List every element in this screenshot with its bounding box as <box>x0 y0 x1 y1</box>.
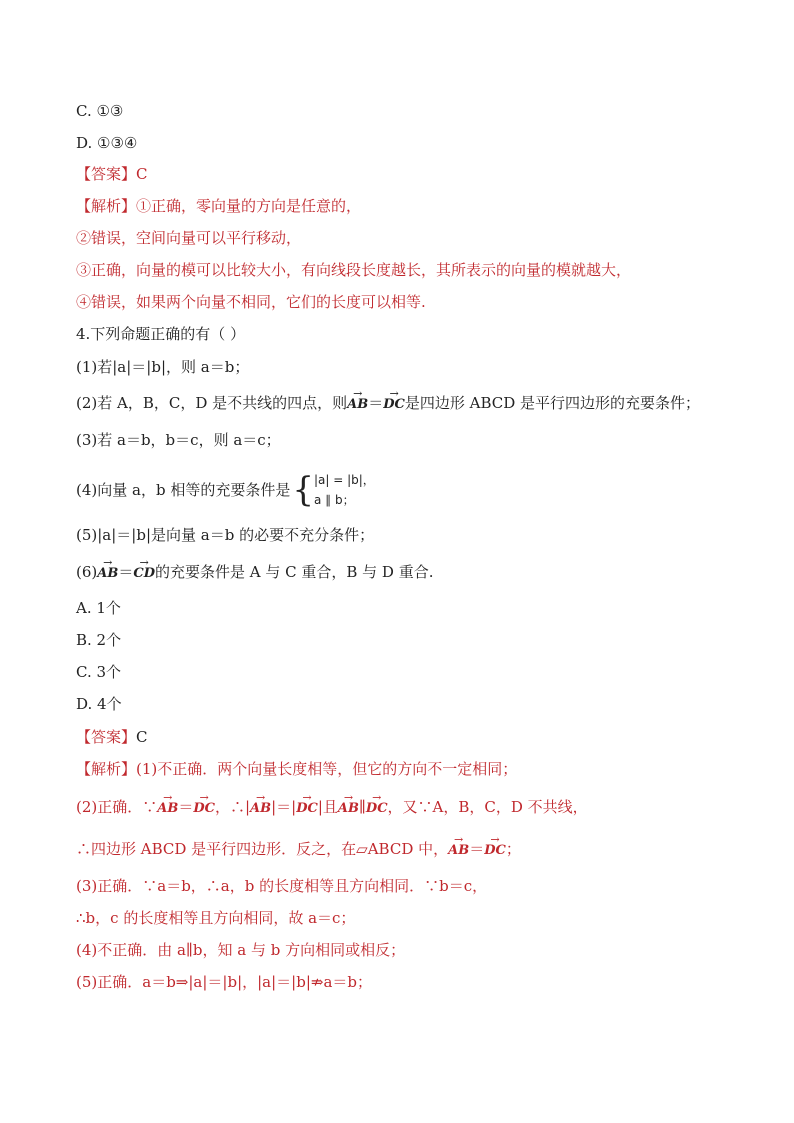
condition-1: |a| = |b|， <box>313 473 375 487</box>
analysis-line-4: ④错误，如果两个向量不相同，它们的长度可以相等. <box>76 293 426 311</box>
statement-2-pre: (2)若 A，B，C，D 是不共线的四点，则 <box>76 394 348 412</box>
a2-mid1: ，∴| <box>214 798 251 816</box>
option-d: D. 4个 <box>76 695 122 713</box>
option-b: B. 2个 <box>76 631 122 649</box>
equals-sign: ＝ <box>118 563 134 581</box>
analysis-label: 【解析】 <box>76 760 137 778</box>
analysis-text: (1)不正确．两个向量长度相等，但它的方向不一定相同； <box>136 760 518 778</box>
statement-6-pre: (6) <box>76 563 98 581</box>
answer-label: 【答案】 <box>76 165 137 183</box>
a2-mid3: |且 <box>317 798 338 816</box>
statement-4 <box>76 470 375 510</box>
analysis-q4-line-6: (4)不正确．由 a∥b，知 a 与 b 方向相同或相反； <box>76 941 406 959</box>
vector-ab: → AB <box>448 841 469 861</box>
parallel-sign: ∥ <box>358 798 366 816</box>
question-4-stem: 4.下列命题正确的有（ ） <box>76 325 246 343</box>
a2-pre: (2)正确．∵ <box>76 798 158 816</box>
vector-dc: → DC <box>366 799 388 819</box>
analysis-line-3: ③正确，向量的模可以比较大小，有向线段长度越长，其所表示的向量的模就越大， <box>76 261 632 279</box>
analysis-line-2: ②错误，空间向量可以平行移动， <box>76 229 302 247</box>
statement-6 <box>76 562 433 584</box>
vector-dc: → DC <box>484 841 506 861</box>
analysis-text: ①正确，零向量的方向是任意的， <box>136 197 362 215</box>
analysis-q4-line-2 <box>76 797 588 819</box>
brace-symbol: { <box>292 470 314 510</box>
analysis-q4-line-5: ∴b，c 的长度相等且方向相同，故 a＝c； <box>76 909 356 927</box>
analysis-q4-line-1 <box>76 759 517 779</box>
answer-value: C <box>136 165 148 183</box>
statement-1: (1)若|a|＝|b|，则 a＝b； <box>76 358 250 376</box>
option-c-prev: C. ①③ <box>76 102 124 120</box>
equals-sign: ＝ <box>469 840 485 858</box>
analysis-q4-line-4: (3)正确．∵a＝b，∴a，b 的长度相等且方向相同．∵b＝c， <box>76 877 488 895</box>
equals-sign: ＝ <box>368 394 384 412</box>
vector-dc: → DC <box>383 395 405 415</box>
vector-dc: → DC <box>296 799 318 819</box>
statement-3: (3)若 a＝b，b＝c，则 a＝c； <box>76 431 281 449</box>
analysis-q4-line-7: (5)正确．a＝b⇒|a|＝|b|，|a|＝|b|⇏a＝b； <box>76 973 372 991</box>
option-d-prev: D. ①③④ <box>76 134 138 152</box>
statement-6-post: 的充要条件是 A 与 C 重合，B 与 D 重合. <box>154 563 434 581</box>
equals-sign: ＝ <box>178 798 194 816</box>
vector-ab: → AB <box>347 395 368 415</box>
analysis-label: 【解析】 <box>76 197 137 215</box>
a2b-pre: ∴四边形 ABCD 是平行四边形．反之，在▱ABCD 中， <box>76 840 449 858</box>
option-c: C. 3个 <box>76 663 122 681</box>
vector-ab: → AB <box>338 799 359 819</box>
a2b-post: ； <box>505 840 521 858</box>
answer-label: 【答案】 <box>76 728 137 746</box>
vector-ab: → AB <box>250 799 271 819</box>
analysis-q4-line-3 <box>76 839 521 861</box>
vector-ab: → AB <box>157 799 178 819</box>
analysis-line-1 <box>76 196 361 216</box>
vector-cd: → CD <box>133 564 155 584</box>
answer-line-q3 <box>76 164 148 184</box>
answer-line-q4 <box>76 727 148 747</box>
a2-mid2: |＝| <box>271 798 297 816</box>
statement-5: (5)|a|＝|b|是向量 a＝b 的必要不充分条件； <box>76 526 375 544</box>
condition-stack <box>314 470 375 510</box>
condition-2: a ∥ b； <box>313 493 355 507</box>
statement-4-pre: (4)向量 a，b 相等的充要条件是 <box>76 481 291 499</box>
statement-2 <box>76 393 700 415</box>
statement-2-post: 是四边形 ABCD 是平行四边形的充要条件； <box>404 394 701 412</box>
vector-ab: → AB <box>97 564 118 584</box>
option-a: A. 1个 <box>76 599 121 617</box>
answer-value: C <box>136 728 148 746</box>
vector-dc: → DC <box>193 799 215 819</box>
a2-post: ，又∵A，B，C，D 不共线， <box>387 798 588 816</box>
